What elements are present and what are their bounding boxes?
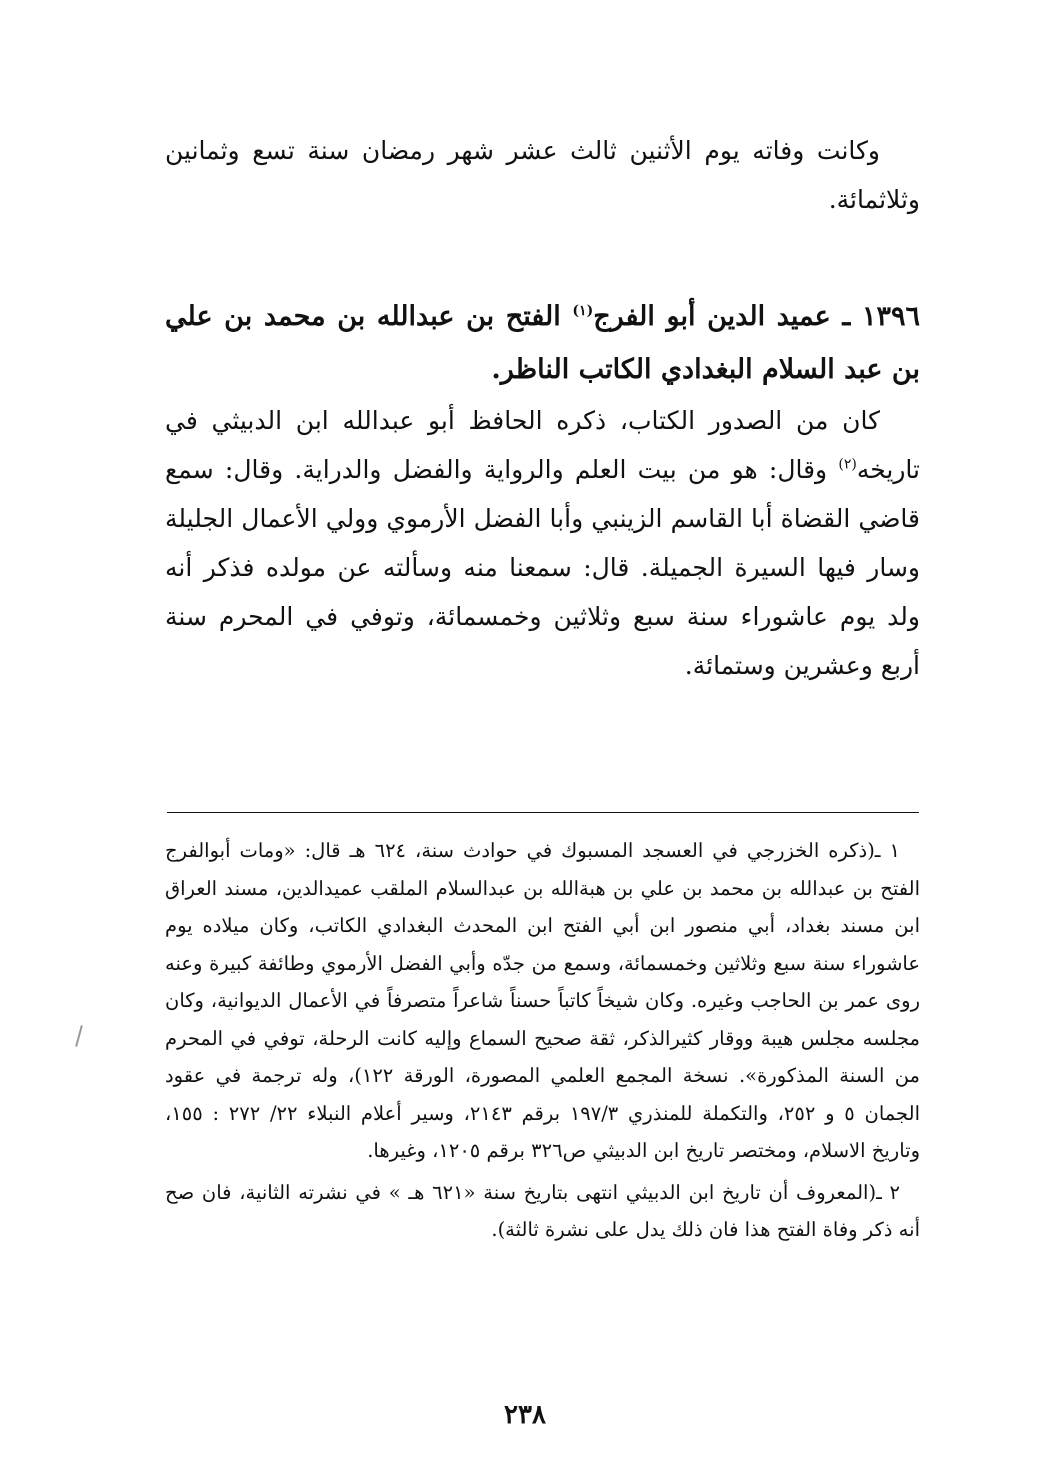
- entry-paragraph-part-1: كان من الصدور الكتاب، ذكره الحافظ أبو عبدالله ابن الدبيثي في تاريخه: [165, 406, 920, 484]
- margin-stray-mark: [75, 1025, 83, 1047]
- page-number: ٢٣٨: [504, 1400, 546, 1430]
- entry-paragraph-part-2: وقال: هو من بيت العلم والرواية والفضل والدراية. وقال: سمع قاضي القضاة أبا القاسم الزينبي وأبا الفضل الأرموي وولي الأعمال الجليلة وسار فيها السيرة الجميلة. قال: سمعنا منه وسألته عن مولده فذكر أنه ولد يوم عاشوراء سنة سبع وثلاثين وخمسمائة، وتوفي في المحرم سنة أربع وعشرين وستمائة.: [165, 455, 920, 680]
- footnote-separator-rule: [167, 812, 919, 813]
- footnote-1: ١ ـ(ذكره الخزرجي في العسجد المسبوك في حوادث سنة، ٦٢٤ هـ قال: «ومات أبوالفرج الفتح بن عبدالله بن محمد بن علي بن هبةالله بن عبدالسلام الملقب عميدالدين، مسند العراق ابن مسند بغداد، أبي منصور ابن أبي الفتح ابن المحدث البغدادي الكاتب، وكان ميلاده يوم عاشوراء سنة سبع وثلاثين وخمسمائة، وسمع من جدّه وأبي الفضل الأرموي وطائفة كبيرة وعنه روى عمر بن الحاجب وغيره. وكان شيخاً كاتباً حسناً شاعراً متصرفاً في الأعمال الديوانية، وكان مجلسه مجلس هيبة ووقار كثيرالذكر، ثقة صحيح السماع وإليه كانت الرحلة، توفي في المحرم من السنة المذكورة». نسخة المجمع العلمي المصورة، الورقة ١٢٢)، وله ترجمة في عقود الجمان ٥ و ٢٥٢، والتكملة للمنذري ١٩٧/٣ برقم ٢١٤٣، وسير أعلام النبلاء ٢٢/ ٢٧٢ : ١٥٥، وتاريخ الاسلام، ومختصر تاريخ ابن الدبيثي ص٣٢٦ برقم ١٢٠٥، وغيرها.: [165, 839, 920, 1162]
- entry-heading-name: عميد الدين أبو الفرج: [593, 301, 831, 332]
- footnote-ref-1[interactable]: (١): [572, 303, 594, 319]
- entry-paragraph: [165, 396, 920, 690]
- footnote-ref-2[interactable]: (٢): [838, 456, 857, 473]
- entry-separator: ـ: [842, 301, 851, 332]
- footnote-2: ٢ ـ(المعروف أن تاريخ ابن الدبيثي انتهى بتاريخ سنة «٦٢١ هـ » في نشرته الثانية، فان صح أنه ذكر وفاة الفتح هذا فان ذلك يدل على نشرة ثالثة).: [165, 1180, 920, 1241]
- entry-number: ١٣٩٦: [861, 301, 920, 332]
- entry-heading: [165, 290, 920, 396]
- footnotes-section: [165, 832, 920, 1249]
- entry-heading-lineage: الفتح بن عبدالله بن محمد بن علي بن عبد السلام البغدادي الكاتب الناظر.: [165, 301, 920, 385]
- previous-entry-paragraph: وكانت وفاته يوم الأثنين ثالث عشر شهر رمضان سنة تسع وثمانين وثلاثمائة.: [165, 136, 920, 214]
